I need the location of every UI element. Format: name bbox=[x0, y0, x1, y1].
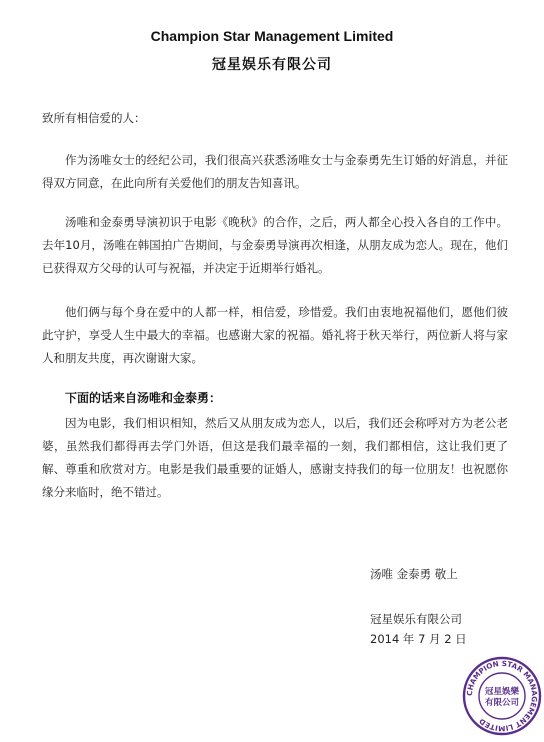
stamp-center-line2: 有限公司 bbox=[484, 698, 520, 708]
company-name-chinese: 冠星娱乐有限公司 bbox=[212, 57, 332, 73]
paragraph-couple-quote: 因为电影，我们相识相知，然后又从朋友成为恋人，以后，我们还会称呼对方为老公老婆，虽然我们都得再去学门外语，但这是我们最幸福的一刻，我们都相信，这让我们更了解、尊重和欣赏对方。电影是我们最重要的证婚人，感谢支持我们的每一位朋友！也祝愿你缘分来临时，绝不错过。 bbox=[42, 416, 508, 499]
paragraph-background: 汤唯和金泰勇导演初识于电影《晚秋》的合作，之后，两人都全心投入各自的工作中。去年10月，汤唯在韩国拍广告期间，与金泰勇导演再次相逢，从朋友成为恋人。现在，他们已获得双方父母的认可与祝福，并决定于近期举行婚礼。 bbox=[42, 215, 508, 275]
stamp-ring-text: CHAMPION STAR MANAGEMENT LIMITED bbox=[464, 658, 540, 734]
signature-names: 汤唯 金泰勇 敬上 bbox=[370, 567, 458, 581]
quote-heading: 下面的话来自汤唯和金泰勇： bbox=[65, 391, 222, 405]
signature-company: 冠星娱乐有限公司 bbox=[370, 612, 462, 626]
company-seal-stamp bbox=[462, 656, 542, 736]
paragraph-wedding: 他们俩与每个身在爱中的人都一样，相信爱，珍惜爱。我们由衷地祝福他们，愿他们彼此守护，享受人生中最大的幸福。也感谢大家的祝福。婚礼将于秋天举行，两位新人将与家人和朋友共度，再次谢谢大家。 bbox=[42, 305, 508, 365]
company-name-english: Champion Star Management Limited bbox=[150, 28, 394, 44]
paragraph-announcement: 作为汤唯女士的经纪公司，我们很高兴获悉汤唯女士与金泰勇先生订婚的好消息，并征得双方同意，在此向所有关爱他们的朋友告知喜讯。 bbox=[42, 153, 508, 190]
signature-date: 2014 年 7 月 2 日 bbox=[370, 632, 467, 646]
stamp-center-line1: 冠星娛樂 bbox=[484, 687, 520, 697]
salutation: 致所有相信爱的人： bbox=[42, 111, 146, 125]
